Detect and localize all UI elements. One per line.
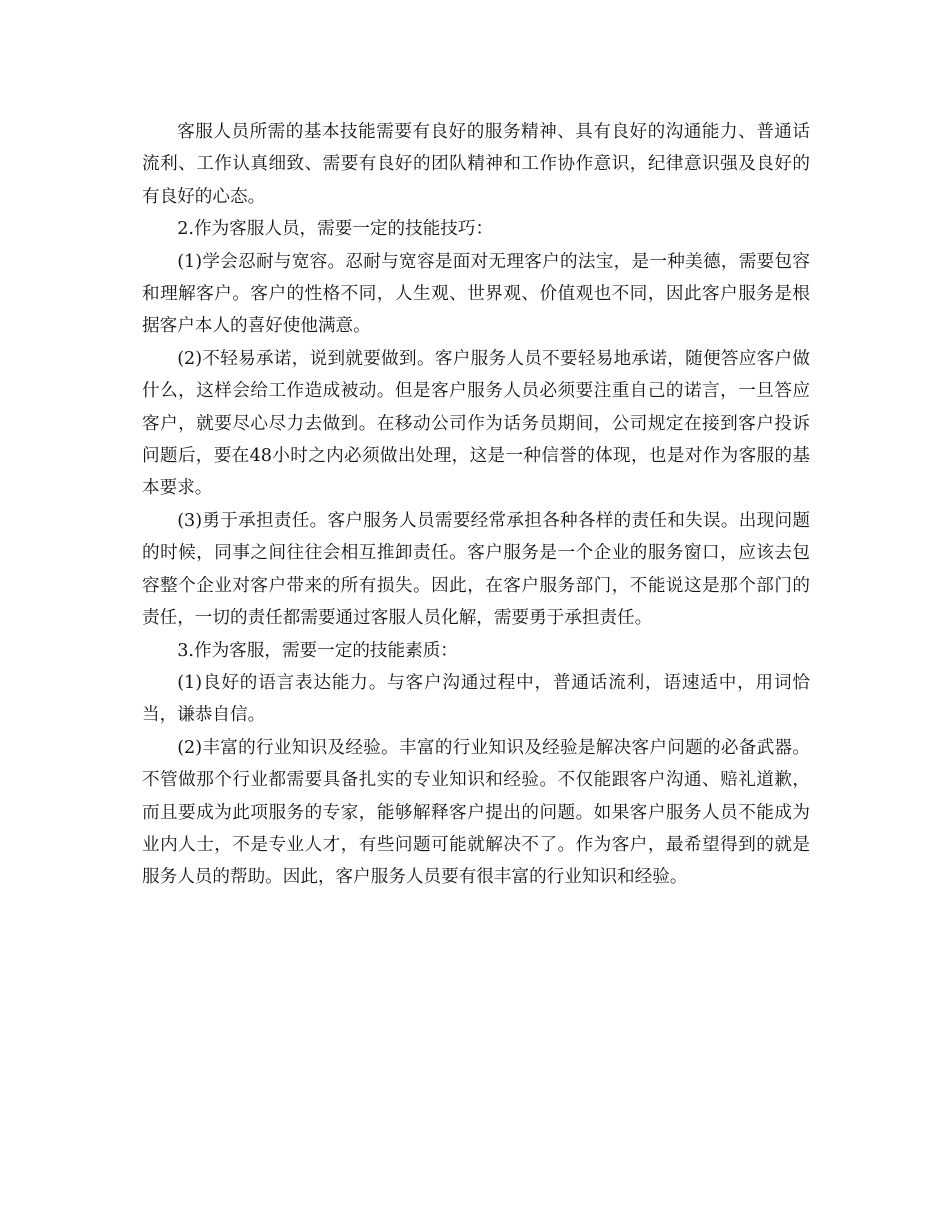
paragraph-section-2-item-1: (1)学会忍耐与宽容。忍耐与宽容是面对无理客户的法宝，是一种美德，需要包容和理解客户。客户的性格不同，人生观、世界观、价值观也不同，因此客户服务是根据客户本人的喜好使他满意。 [142, 251, 810, 337]
paragraph-section-3-item-1: (1)良好的语言表达能力。与客户沟通过程中，普通话流利，语速适中，用词恰当，谦恭自信。 [142, 672, 810, 726]
document-body [142, 116, 810, 894]
paragraph-intro: 客服人员所需的基本技能需要有良好的服务精神、具有良好的沟通能力、普通话流利、工作认真细致、需要有良好的团队精神和工作协作意识，纪律意识强及良好的有良好的心态。 [142, 122, 810, 207]
paragraph-section-3-item-2: (2)丰富的行业知识及经验。丰富的行业知识及经验是解决客户问题的必备武器。不管做那个行业都需要具备扎实的专业知识和经验。不仅能跟客户沟通、赔礼道歉，而且要成为此项服务的专家，能够解释客户提出的问题。如果客户服务人员不能成为业内人士，不是专业人才，有些问题可能就解决不了。作为客户，最希望得到的就是服务人员的帮助。因此，客户服务人员要有很丰富的行业知识和经验。 [142, 737, 810, 888]
paragraph-section-2-item-3: (3)勇于承担责任。客户服务人员需要经常承担各种各样的责任和失误。出现问题的时候，同事之间往往会相互推卸责任。客户服务是一个企业的服务窗口，应该去包容整个企业对客户带来的所有损失。因此，在客户服务部门，不能说这是那个部门的责任，一切的责任都需要通过客服人员化解，需要勇于承担责任。 [142, 510, 810, 629]
paragraph-section-2-item-2: (2)不轻易承诺，说到就要做到。客户服务人员不要轻易地承诺，随便答应客户做什么，这样会给工作造成被动。但是客户服务人员必须要注重自己的诺言，一旦答应客户，就要尽心尽力去做到。在移动公司作为话务员期间，公司规定在接到客户投诉问题后，要在48小时之内必须做出处理，这是一种信誉的体现，也是对作为客服的基本要求。 [142, 348, 810, 499]
paragraph-section-3-heading: 3.作为客服，需要一定的技能素质： [177, 640, 458, 661]
paragraph-section-2-heading: 2.作为客服人员，需要一定的技能技巧： [177, 219, 494, 240]
